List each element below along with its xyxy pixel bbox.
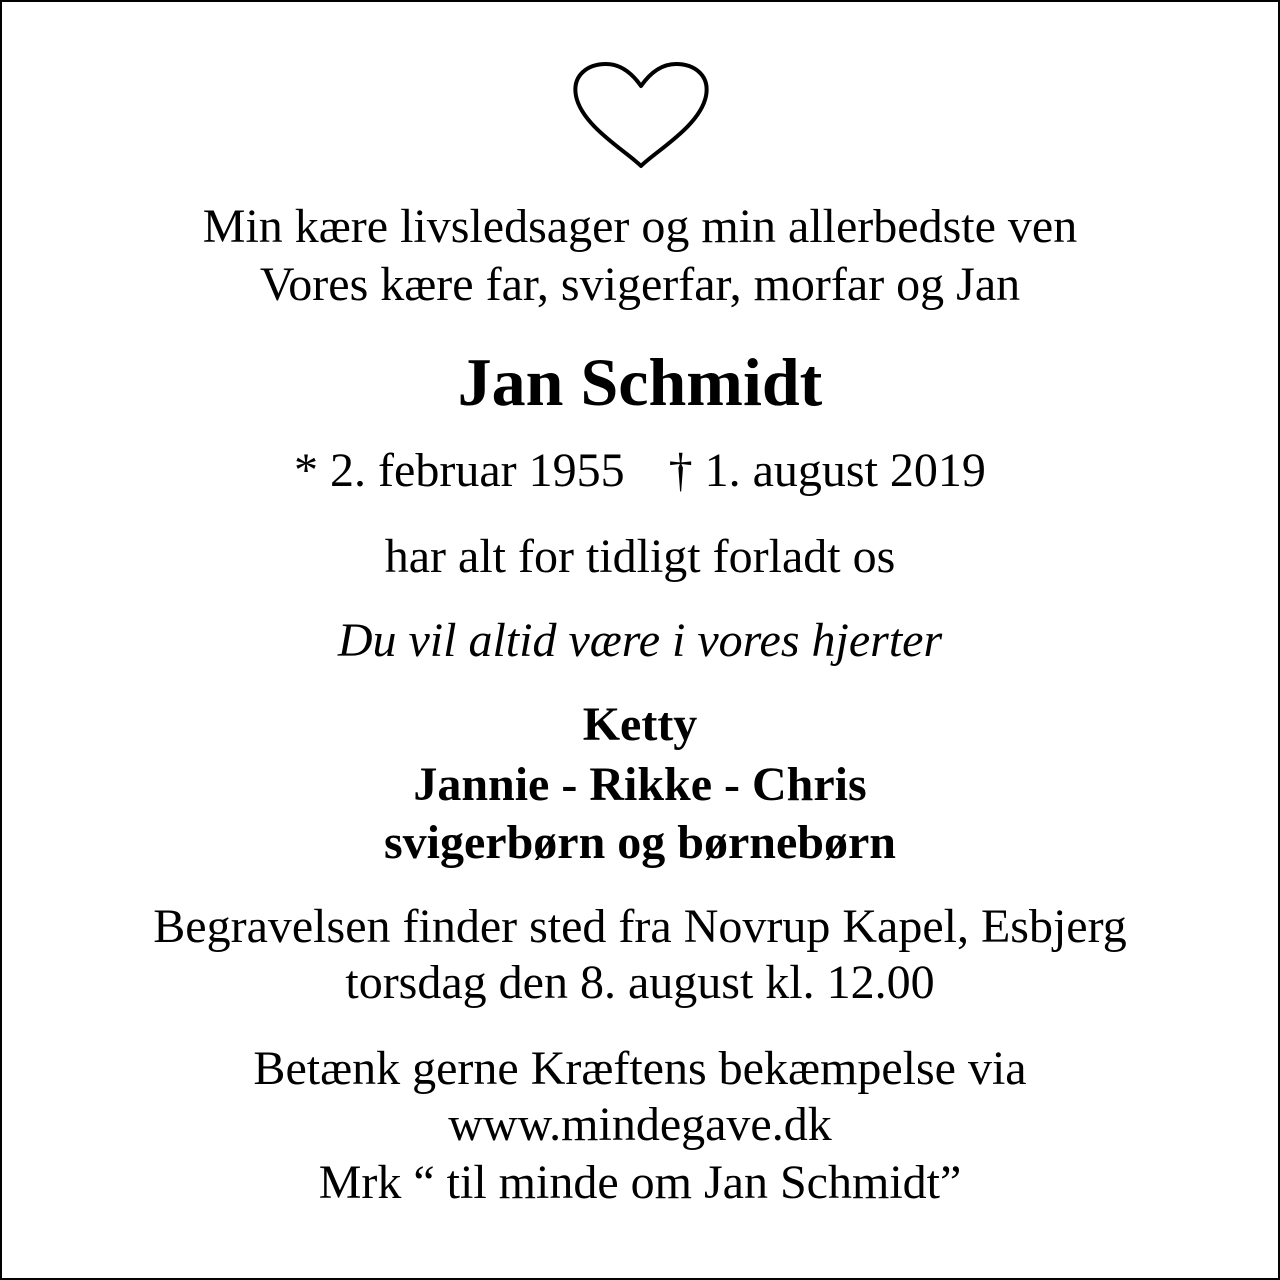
family-line-3: svigerbørn og børnebørn	[383, 816, 896, 869]
death-date: † 1. august 2019	[668, 444, 986, 497]
donation-line-1: Betænk gerne Kræftens bekæmpelse via	[253, 1042, 1027, 1095]
deceased-name: Jan Schmidt	[457, 344, 823, 420]
birth-date: * 2. februar 1955	[294, 444, 625, 497]
funeral-line-1: Begravelsen finder sted fra Novrup Kapel, Esbjerg	[153, 900, 1127, 953]
message-line: har alt for tidligt forladt os	[384, 530, 896, 583]
donation-link: www.mindegave.dk	[448, 1098, 832, 1151]
family-line-2: Jannie - Rikke - Chris	[413, 758, 867, 811]
donation-line-3: Mrk “ til minde om Jan Schmidt”	[318, 1156, 962, 1209]
intro-line-1: Min kære livsledsager og min allerbedste ven	[202, 200, 1078, 253]
life-dates	[0, 444, 1280, 497]
heart-icon	[568, 60, 714, 172]
funeral-line-2: torsdag den 8. august kl. 12.00	[345, 956, 935, 1009]
intro-line-2: Vores kære far, svigerfar, morfar og Jan	[259, 258, 1021, 311]
quote-line: Du vil altid være i vores hjerter	[337, 614, 943, 667]
family-line-1: Ketty	[582, 698, 698, 751]
